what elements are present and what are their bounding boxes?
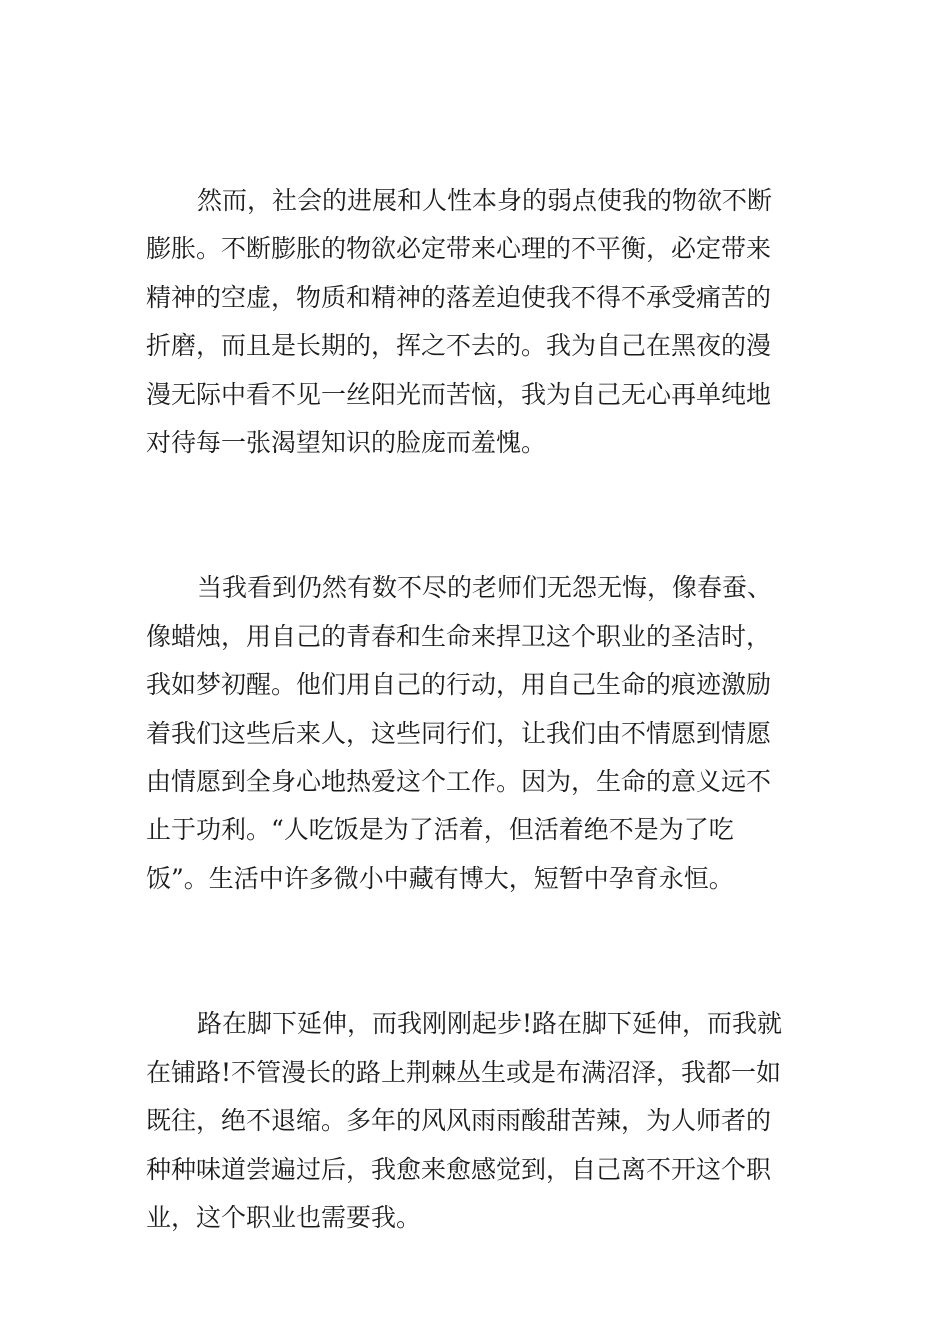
paragraph-line: 路在脚下延伸，而我刚刚起步!路在脚下延伸，而我就	[197, 1009, 783, 1039]
paragraph-line: 种种味道尝遍过后，我愈来愈感觉到，自己离不开这个职	[146, 1154, 772, 1184]
paragraph-line: 我如梦初醒。他们用自己的行动，用自己生命的痕迹激励	[146, 670, 772, 700]
paragraph-line: 饭”。生活中许多微小中藏有博大，短暂中孕育永恒。	[146, 863, 734, 893]
paragraph-line: 精神的空虚，物质和精神的落差迫使我不得不承受痛苦的	[146, 282, 772, 312]
paragraph-line: 既往，绝不退缩。多年的风风雨雨酸甜苦辣，为人师者的	[146, 1106, 772, 1136]
document-body	[146, 177, 808, 1242]
paragraph-3	[146, 1000, 808, 1242]
paragraph-line: 着我们这些后来人，这些同行们，让我们由不情愿到情愿	[146, 718, 772, 748]
paragraph-line: 由情愿到全身心地热爱这个工作。因为，生命的意义远不	[146, 767, 772, 797]
paragraph-line: 折磨，而且是长期的，挥之不去的。我为自己在黑夜的漫	[146, 331, 772, 361]
paragraph-spacer	[146, 903, 808, 1000]
paragraph-spacer	[146, 467, 808, 564]
paragraph-line: 像蜡烛，用自己的青春和生命来捍卫这个职业的圣洁时，	[146, 621, 772, 651]
paragraph-2	[146, 564, 808, 903]
paragraph-line: 当我看到仍然有数不尽的老师们无怨无悔，像春蚕、	[197, 573, 773, 603]
paragraph-line: 漫无际中看不见一丝阳光而苦恼，我为自己无心再单纯地	[146, 379, 772, 409]
paragraph-line: 然而，社会的进展和人性本身的弱点使我的物欲不断	[197, 186, 773, 215]
paragraph-1	[146, 177, 808, 467]
paragraph-line: 业，这个职业也需要我。	[146, 1202, 422, 1232]
paragraph-line: 在铺路!不管漫长的路上荆棘丛生或是布满沼泽，我都一如	[146, 1057, 782, 1087]
paragraph-line: 止于功利。“人吃饭是为了活着，但活着绝不是为了吃	[146, 815, 734, 845]
paragraph-line: 膨胀。不断膨胀的物欲必定带来心理的不平衡，必定带来	[146, 234, 772, 264]
paragraph-line: 对待每一张渴望知识的脸庞而羞愧。	[146, 428, 547, 458]
